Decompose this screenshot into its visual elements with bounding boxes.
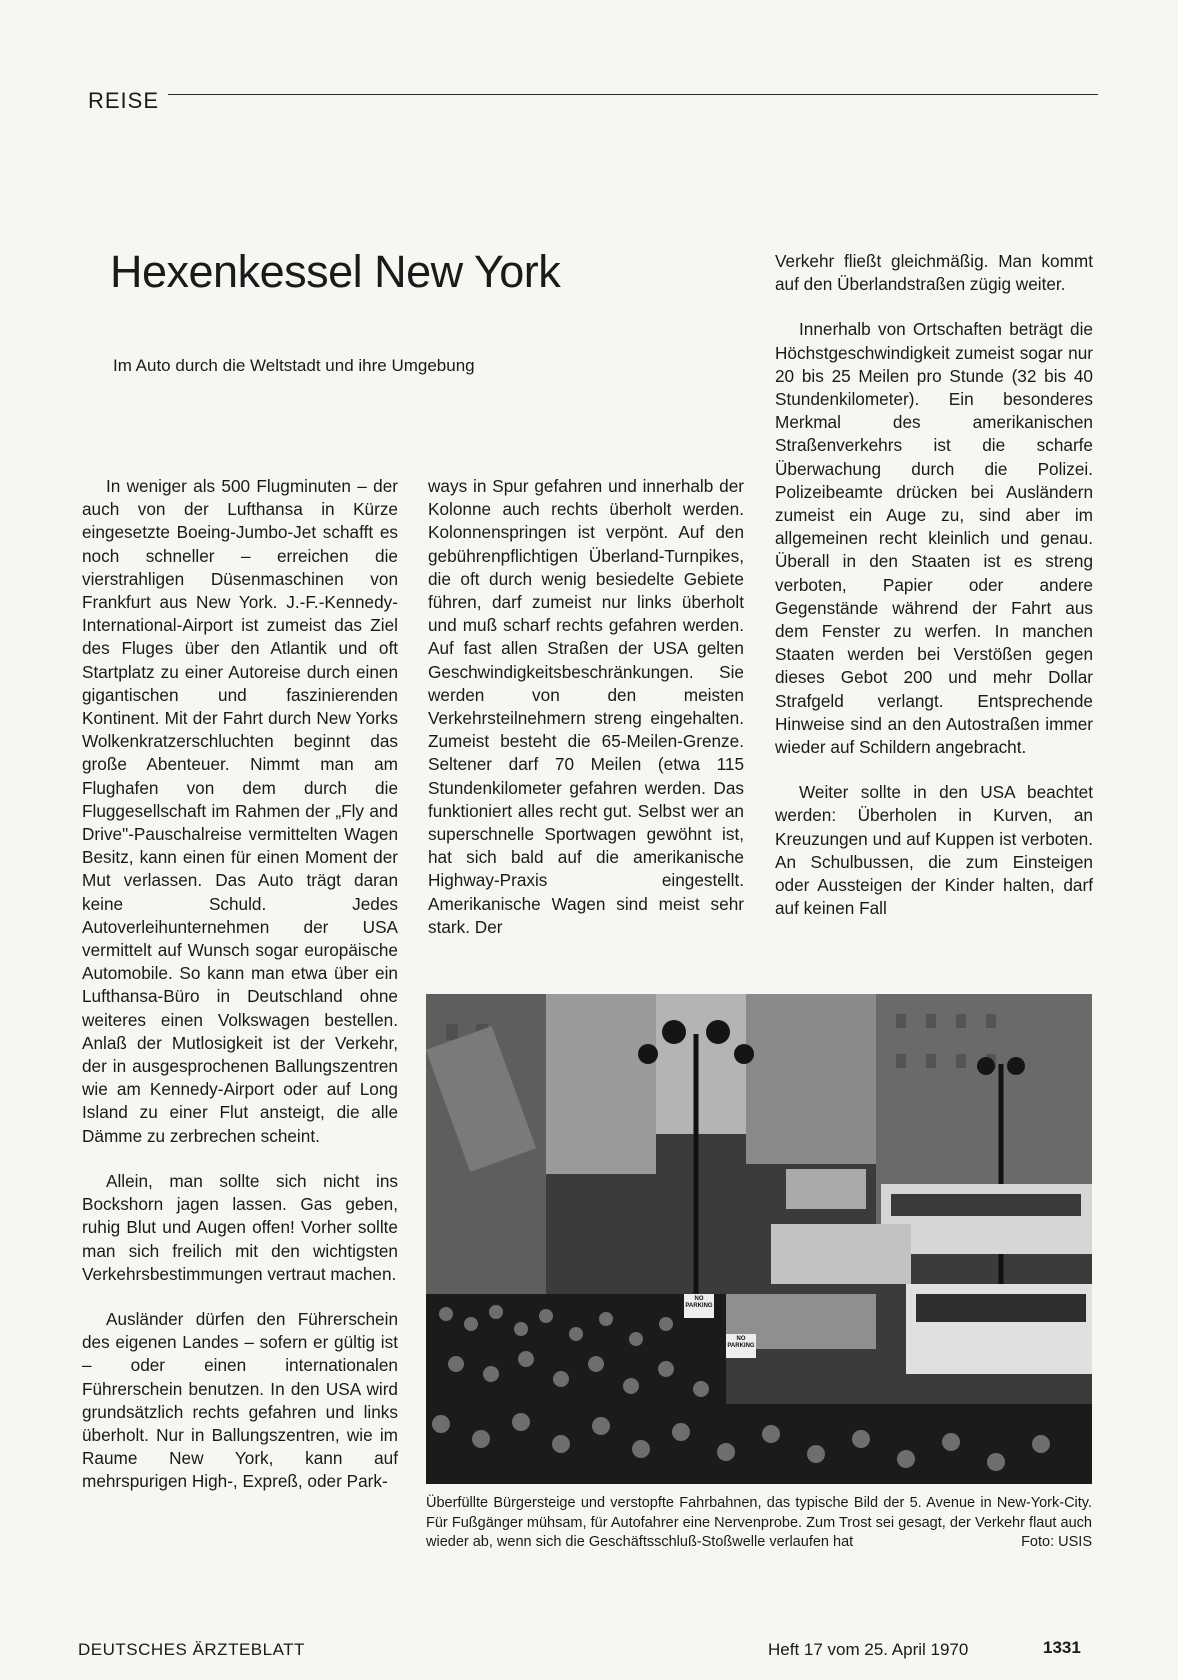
paragraph: ways in Spur gefahren und innerhalb der Kolonne auch rechts überholt werden. Kolonnenspringen ist verpönt. Auf den gebührenpflichtigen Überland-Turnpikes, die oft durch wenig besiedelte Gebiete führen, darf zumeist nur links überholt und muß scharf rechts gefahren werden. Auf fast allen Straßen der USA gelten Geschwindigkeitsbeschränkungen. Sie werden von den meisten Verkehrsteilnehmern streng eingehalten. Zumeist besteht die 65-Meilen-Grenze. Seltener darf 70 Meilen (etwa 115 Stundenkilometer gefahren werden. Das funktioniert alles recht gut. Selbst wer an superschnelle Sportwagen gewöhnt ist, hat sich bald auf die amerikanische Highway-Praxis eingestellt. Amerikanische Wagen sind meist sehr stark. Der: [428, 476, 744, 937]
page-number: 1331: [1043, 1638, 1081, 1657]
article-title: Hexenkessel New York: [110, 246, 561, 297]
paragraph: Allein, man sollte sich nicht ins Bockshorn jagen lassen. Gas geben, ruhig Blut und Augen offen! Vorher sollte man sich freilich mit den wichtigsten Verkehrsbestimmungen vertraut machen.: [82, 1170, 398, 1284]
text-column-1: [82, 475, 398, 1516]
photo-credit: Foto: USIS: [1021, 1534, 1092, 1550]
street-photo: [426, 994, 1092, 1484]
caption-text: Überfüllte Bürgersteige und verstopfte Fahrbahnen, das typische Bild der 5. Avenue in New-York-City. Für Fußgänger mühsam, für Autofahrer eine Nervenprobe. Zum Trost sei gesagt, der Verkehr flaut auch wieder ab, wenn sich die Geschäftsschluß-Stoßwelle verlaufen hat: [426, 1495, 1092, 1550]
street-scene-illustration: [426, 994, 1092, 1484]
article-subtitle: Im Auto durch die Weltstadt und ihre Umgebung: [113, 356, 475, 375]
paragraph: Ausländer dürfen den Führerschein des eigenen Landes – sofern er gültig ist – oder einen internationalen Führerschein benutzen. In den USA wird grundsätzlich rechts gefahren und links überholt. Nur in Ballungszentren, wie im Raume New York, kann auf mehrspurigen High-, Expreß, oder Park-: [82, 1308, 398, 1492]
footer-journal: DEUTSCHES ÄRZTEBLATT: [78, 1640, 305, 1659]
text-column-2: [428, 475, 744, 961]
section-label: REISE: [88, 88, 160, 113]
no-parking-sign: NO PARKING: [685, 1296, 713, 1309]
text-column-3: [775, 250, 1093, 942]
no-parking-sign: NO PARKING: [727, 1336, 755, 1349]
paragraph: Weiter sollte in den USA beachtet werden: Überholen in Kurven, an Kreuzungen und auf Kuppen ist verboten. An Schulbussen, die zum Einsteigen oder Aussteigen der Kinder halten, darf auf keinen Fall: [775, 782, 1093, 919]
paragraph: In weniger als 500 Flugminuten – der auch von der Lufthansa in Kürze eingesetzte Boeing-Jumbo-Jet schafft es noch schneller – erreichen die vierstrahligen Düsenmaschinen von Frankfurt aus New York. J.-F.-Kennedy-International-Airport ist zumeist das Ziel des Fluges über den Atlantik und oft Startplatz zu einer Autoreise durch einen gigantischen und faszinierenden Kontinent. Mit der Fahrt durch New Yorks Wolkenkratzerschluchten beginnt das große Abenteuer. Nimmt man am Flughafen von dem durch die Fluggesellschaft im Rahmen der „Fly and Drive"-Pauschalreise vermittelten Wagen Besitz, kann einen für einen Moment der Mut verlassen. Das Auto trägt daran keine Schuld. Jedes Autoverleihunternehmen der USA vermittelt auf Wunsch sogar europäische Automobile. So kann man etwa über ein Lufthansa-Büro in Deutschland ohne weiteres einen Volkswagen bestellen. Anlaß der Mutlosigkeit ist der Verkehr, der in ausgesprochenen Ballungszentren wie am Kennedy-Airport oder auf Long Island zu einer Flut ansteigt, die alle Dämme zu zerbrechen scheint.: [82, 476, 398, 1146]
footer-issue: Heft 17 vom 25. April 1970: [768, 1640, 969, 1659]
paragraph: Verkehr fließt gleichmäßig. Man kommt auf den Überlandstraßen zügig weiter.: [775, 251, 1093, 295]
paragraph: Innerhalb von Ortschaften beträgt die Höchstgeschwindigkeit zumeist sogar nur 20 bis 25 Meilen pro Stunde (32 bis 40 Stundenkilometer). Ein besonderes Merkmal des amerikanischen Straßenverkehrs ist die scharfe Überwachung durch die Polizei. Polizeibeamte drücken bei Ausländern zumeist ein Auge zu, sind aber im allgemeinen recht kleinlich und genau. Überall in den Staaten ist es streng verboten, Papier oder andere Gegenstände während der Fahrt aus dem Fenster zu werfen. In manchen Staaten werden bei Verstößen gegen dieses Gebot 200 und mehr Dollar Strafgeld verlangt. Entsprechende Hinweise sind an den Autostraßen immer wieder auf Schildern angebracht.: [775, 319, 1093, 758]
section-rule: [168, 94, 1098, 95]
photo-caption: [426, 1494, 1092, 1553]
